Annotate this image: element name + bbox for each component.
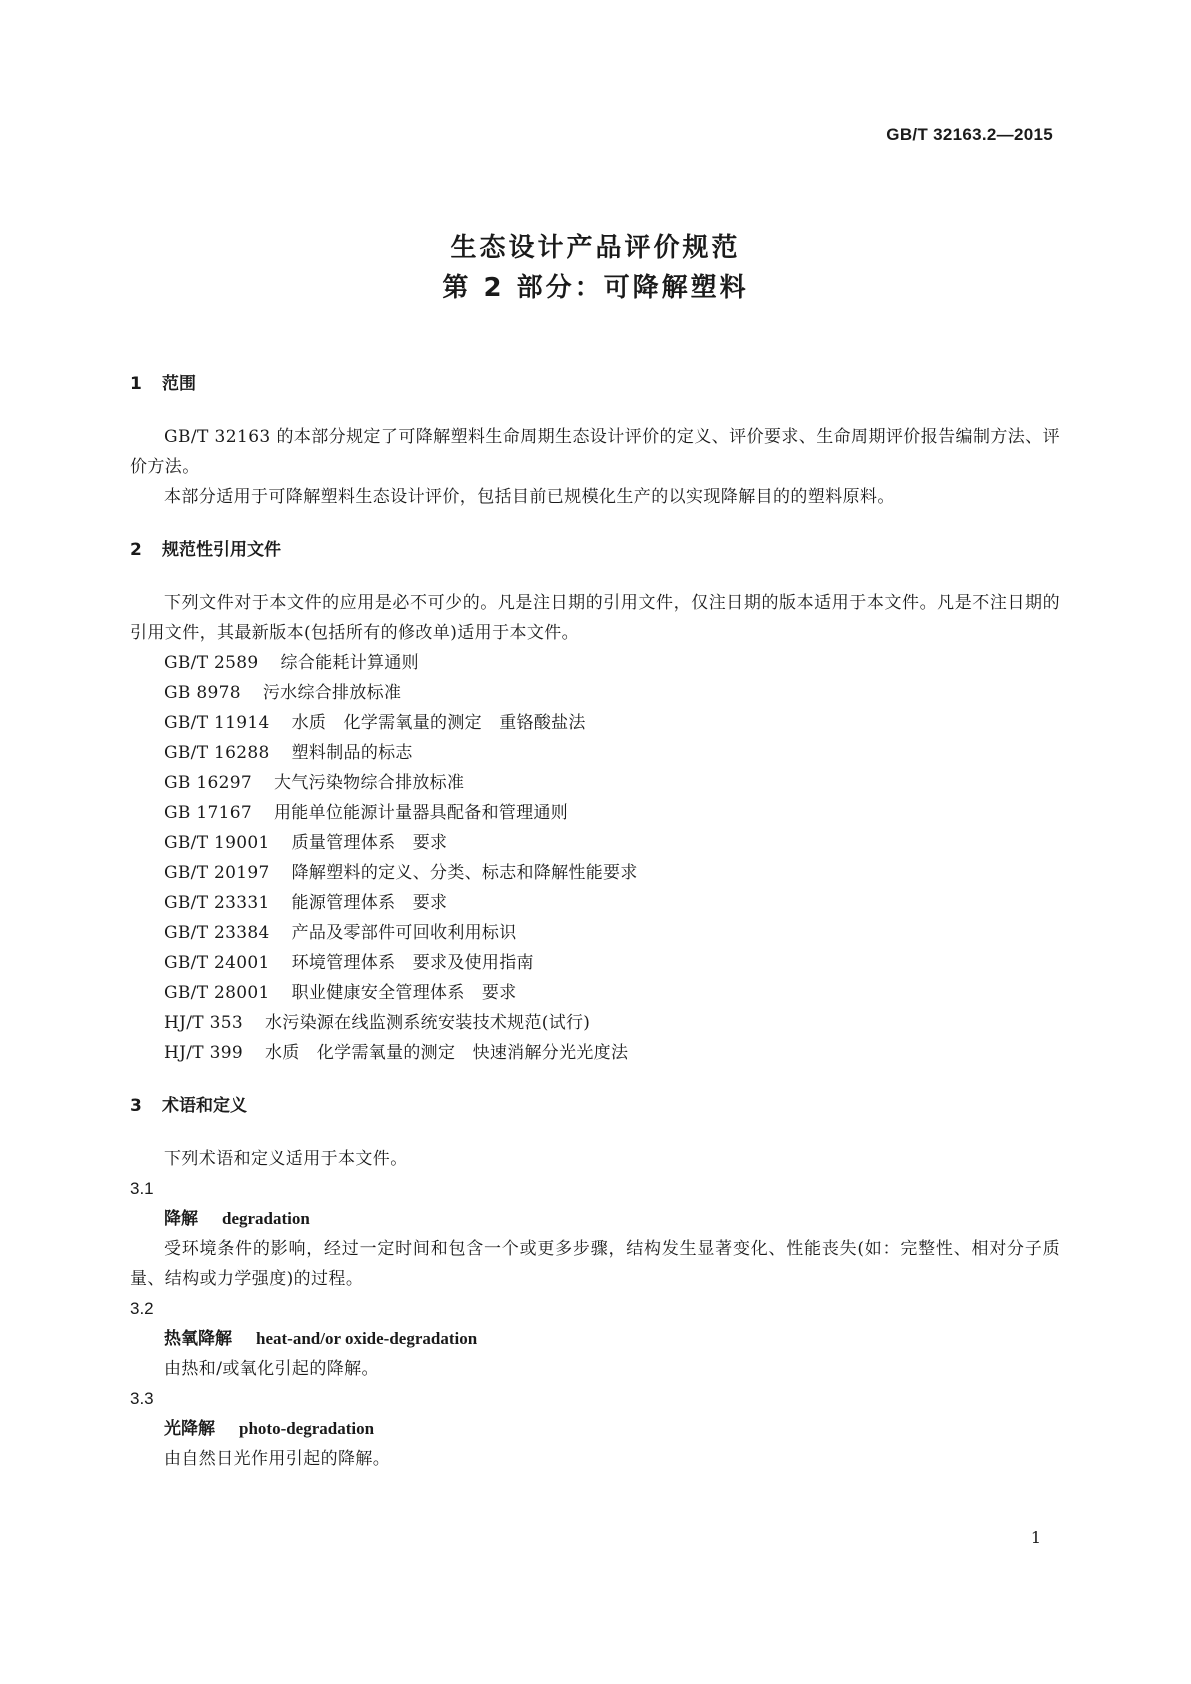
reference-code: GB/T 20197 bbox=[164, 863, 270, 883]
term-english: heat-and/or oxide-degradation bbox=[256, 1329, 478, 1348]
term-number: 3.2 bbox=[130, 1299, 154, 1318]
term-definition: 由热和/或氧化引起的降解。 bbox=[164, 1359, 379, 1379]
reference-item bbox=[130, 828, 1060, 858]
section-heading-scope bbox=[130, 372, 1060, 396]
section-title: 范围 bbox=[162, 374, 196, 394]
reference-item bbox=[130, 918, 1060, 948]
term-number: 3.1 bbox=[130, 1179, 154, 1198]
reference-item bbox=[130, 978, 1060, 1008]
term-entry bbox=[130, 1384, 1060, 1474]
reference-title: 水质 化学需氧量的测定 重铬酸盐法 bbox=[291, 713, 586, 733]
document-title bbox=[0, 228, 1191, 308]
term-definition: 受环境条件的影响，经过一定时间和包含一个或更多步骤，结构发生显著变化、性能丧失(如：完整性、相对分子质量、结构或力学强度)的过程。 bbox=[130, 1239, 1060, 1289]
page-number: 1 bbox=[1030, 1528, 1041, 1547]
reference-code: HJ/T 353 bbox=[164, 1013, 243, 1033]
title-line-1: 生态设计产品评价规范 bbox=[450, 233, 741, 263]
reference-code: GB/T 23331 bbox=[164, 893, 270, 913]
title-line-2: 第 2 部分：可降解塑料 bbox=[442, 273, 749, 303]
reference-title: 产品及零部件可回收利用标识 bbox=[291, 923, 517, 943]
term-english: photo-degradation bbox=[239, 1419, 375, 1438]
reference-title: 职业健康安全管理体系 要求 bbox=[291, 983, 517, 1003]
reference-code: HJ/T 399 bbox=[164, 1043, 243, 1063]
section-number: 2 bbox=[130, 540, 142, 560]
reference-title: 污水综合排放标准 bbox=[262, 683, 402, 703]
term-number: 3.3 bbox=[130, 1389, 154, 1408]
reference-item bbox=[130, 1008, 1060, 1038]
normative-references-intro: 下列文件对于本文件的应用是必不可少的。凡是注日期的引用文件，仅注日期的版本适用于本文件。凡是不注日期的引用文件，其最新版本(包括所有的修改单)适用于本文件。 bbox=[130, 593, 1060, 643]
document-body bbox=[130, 372, 1060, 1474]
reference-item bbox=[130, 678, 1060, 708]
reference-code: GB/T 11914 bbox=[164, 713, 270, 733]
reference-title: 大气污染物综合排放标准 bbox=[273, 773, 465, 793]
terms-intro: 下列术语和定义适用于本文件。 bbox=[164, 1149, 408, 1169]
reference-code: GB/T 23384 bbox=[164, 923, 270, 943]
term-entry bbox=[130, 1174, 1060, 1294]
reference-title: 塑料制品的标志 bbox=[291, 743, 413, 763]
section-heading-terms bbox=[130, 1094, 1060, 1118]
term-entry bbox=[130, 1294, 1060, 1384]
scope-paragraph-1: GB/T 32163 的本部分规定了可降解塑料生命周期生态设计评价的定义、评价要求、生命周期评价报告编制方法、评价方法。 bbox=[130, 427, 1060, 477]
reference-title: 降解塑料的定义、分类、标志和降解性能要求 bbox=[291, 863, 638, 883]
term-title bbox=[130, 1414, 1060, 1444]
term-english: degradation bbox=[222, 1209, 310, 1228]
reference-title: 水污染源在线监测系统安装技术规范(试行) bbox=[264, 1013, 591, 1033]
reference-title: 综合能耗计算通则 bbox=[280, 653, 419, 673]
reference-item bbox=[130, 708, 1060, 738]
reference-code: GB 8978 bbox=[164, 683, 241, 703]
reference-code: GB/T 28001 bbox=[164, 983, 270, 1003]
term-chinese: 光降解 bbox=[164, 1419, 215, 1439]
term-title bbox=[130, 1204, 1060, 1234]
term-chinese: 降解 bbox=[164, 1209, 198, 1229]
term-title bbox=[130, 1324, 1060, 1354]
reference-item bbox=[130, 648, 1060, 678]
term-chinese: 热氧降解 bbox=[164, 1329, 232, 1349]
reference-code: GB/T 19001 bbox=[164, 833, 270, 853]
section-number: 1 bbox=[130, 374, 142, 394]
reference-code: GB 17167 bbox=[164, 803, 252, 823]
reference-item bbox=[130, 738, 1060, 768]
term-definition: 由自然日光作用引起的降解。 bbox=[164, 1449, 391, 1469]
reference-item bbox=[130, 948, 1060, 978]
reference-title: 用能单位能源计量器具配备和管理通则 bbox=[273, 803, 569, 823]
reference-item bbox=[130, 798, 1060, 828]
reference-code: GB/T 2589 bbox=[164, 653, 259, 673]
section-number: 3 bbox=[130, 1096, 142, 1116]
section-title: 规范性引用文件 bbox=[162, 540, 281, 560]
reference-code: GB/T 16288 bbox=[164, 743, 270, 763]
reference-item bbox=[130, 768, 1060, 798]
section-heading-normative-references bbox=[130, 538, 1060, 562]
scope-paragraph-2: 本部分适用于可降解塑料生态设计评价，包括目前已规模化生产的以实现降解目的的塑料原料。 bbox=[164, 487, 895, 507]
reference-item bbox=[130, 1038, 1060, 1068]
reference-title: 能源管理体系 要求 bbox=[291, 893, 448, 913]
reference-item bbox=[130, 888, 1060, 918]
reference-list bbox=[130, 648, 1060, 1068]
section-title: 术语和定义 bbox=[162, 1096, 247, 1116]
reference-code: GB/T 24001 bbox=[164, 953, 270, 973]
reference-title: 质量管理体系 要求 bbox=[291, 833, 448, 853]
reference-item bbox=[130, 858, 1060, 888]
reference-title: 环境管理体系 要求及使用指南 bbox=[291, 953, 534, 973]
reference-code: GB 16297 bbox=[164, 773, 252, 793]
reference-title: 水质 化学需氧量的测定 快速消解分光光度法 bbox=[264, 1043, 629, 1063]
standard-number: GB/T 32163.2—2015 bbox=[886, 125, 1053, 144]
